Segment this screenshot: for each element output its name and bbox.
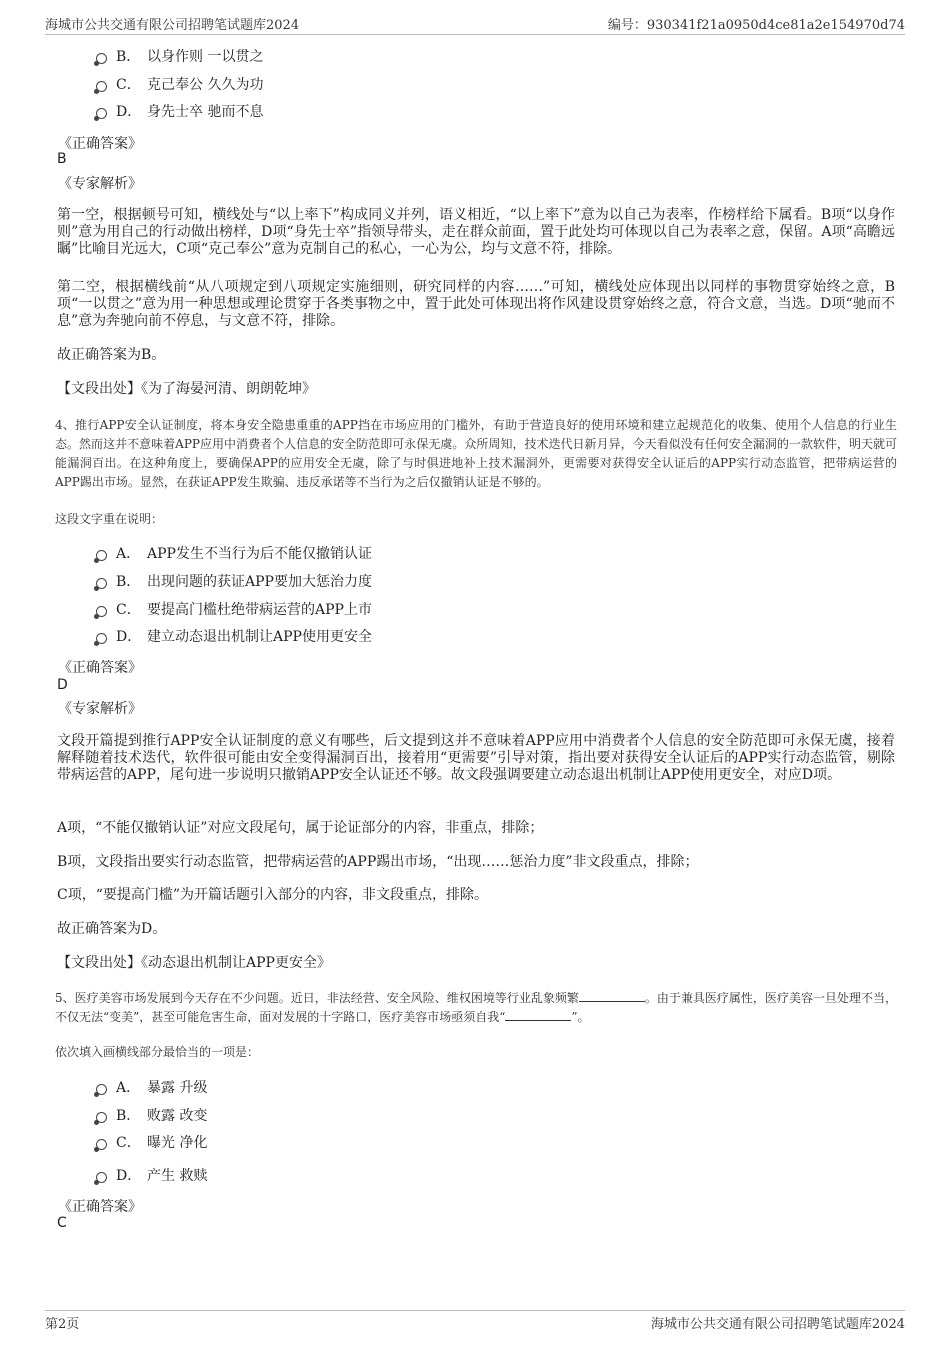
radio-icon[interactable] <box>96 550 107 561</box>
radio-icon[interactable] <box>96 108 107 119</box>
radio-icon[interactable] <box>96 53 107 64</box>
footer-divider <box>45 1310 905 1311</box>
q3-conclusion: 故正确答案为B。 <box>57 347 166 363</box>
q3-option-c[interactable] <box>96 75 263 95</box>
radio-icon[interactable] <box>96 1084 107 1095</box>
option-letter: B． <box>116 1108 141 1124</box>
header-title: 海城市公共交通有限公司招聘笔试题库2024 <box>45 18 300 33</box>
option-text: 要提高门槛杜绝带病运营的APP上市 <box>147 602 372 618</box>
q5-text-part: 5、医疗美容市场发展到今天存在不少问题。近日，非法经营、安全风险、维权困境等行业乱象频繁 <box>55 991 579 1005</box>
q3-option-b[interactable] <box>96 47 263 67</box>
option-letter: A． <box>116 546 141 562</box>
q5-option-b[interactable] <box>96 1106 207 1126</box>
option-text: 身先士卒 驰而不息 <box>147 104 264 120</box>
option-letter: C． <box>116 1135 141 1151</box>
header-divider <box>45 34 905 35</box>
radio-icon[interactable] <box>96 81 107 92</box>
q5-prompt: 依次填入画横线部分最恰当的一项是： <box>55 1045 260 1059</box>
option-text: 以身作则 一以贯之 <box>147 49 264 65</box>
option-letter: B． <box>116 574 141 590</box>
option-text: 出现问题的获证APP要加大惩治力度 <box>147 574 372 590</box>
q4-option-b[interactable] <box>96 572 372 592</box>
q5-question-text <box>55 989 897 1027</box>
q5-text-part: ”。 <box>571 1010 590 1024</box>
q3-source: 【文段出处】《为了海晏河清、朗朗乾坤》 <box>57 381 316 397</box>
q3-analysis-paragraph: 第一空，根据顿号可知，横线处与“以上率下”构成同义并列，语义相近，“以上率下”意为以自己为表率，作榜样给下属看。B项“以身作则”意为用自己的行动做出榜样，D项“身先士卒”指领导带头，走在群众前面，置于此处均可体现以自己为表率之意，保留。A项“高瞻远瞩”比喻目光远大，C项“克己奉公”意为克制自己的私心，一心为公，均与文意不符，排除。 <box>57 207 895 257</box>
option-letter: D． <box>116 629 142 645</box>
option-letter: B． <box>116 49 141 65</box>
q4-analysis-item-b: B项，文段指出要实行动态监管，把带病运营的APP踢出市场，“出现……惩治力度”非文段重点，排除； <box>57 854 699 870</box>
q4-conclusion: 故正确答案为D。 <box>57 921 167 937</box>
q3-answer-label: 《正确答案》 <box>58 136 142 152</box>
q4-option-d[interactable] <box>96 627 372 647</box>
q4-source: 【文段出处】《动态退出机制让APP更安全》 <box>57 955 331 971</box>
q5-option-a[interactable] <box>96 1078 207 1098</box>
q5-text-part: 。由于兼具医疗属性，医疗美容一旦处理不当，不仅无法“变美”，甚至可能危害生命，面对发展的十字路口，医疗美容市场亟须自我“ <box>55 991 897 1024</box>
radio-icon[interactable] <box>96 578 107 589</box>
option-text: 克己奉公 久久为功 <box>147 77 264 93</box>
option-text: APP发生不当行为后不能仅撤销认证 <box>147 546 372 562</box>
option-letter: C． <box>116 77 141 93</box>
page-number: 第2页 <box>45 1317 80 1332</box>
q4-analysis-label: 《专家解析》 <box>58 701 142 717</box>
q3-analysis-label: 《专家解析》 <box>58 176 142 192</box>
option-text: 建立动态退出机制让APP使用更安全 <box>147 629 372 645</box>
q5-answer-label: 《正确答案》 <box>58 1199 142 1215</box>
q3-option-d[interactable] <box>96 102 263 122</box>
radio-icon[interactable] <box>96 1139 107 1150</box>
q4-analysis-item-c: C项，“要提高门槛”为开篇话题引入部分的内容，非文段重点，排除。 <box>57 887 489 903</box>
q4-answer-label: 《正确答案》 <box>58 660 142 676</box>
option-text: 暴露 升级 <box>147 1080 208 1096</box>
option-letter: C． <box>116 602 141 618</box>
option-text: 产生 救赎 <box>147 1168 208 1184</box>
q5-option-c[interactable] <box>96 1133 207 1153</box>
header-serial-number: 编号：930341f21a0950d4ce81a2e154970d74 <box>607 18 905 33</box>
radio-icon[interactable] <box>96 1112 107 1123</box>
option-letter: A． <box>116 1080 141 1096</box>
q4-answer: D <box>57 677 68 693</box>
radio-icon[interactable] <box>96 1172 107 1183</box>
radio-icon[interactable] <box>96 633 107 644</box>
fill-blank <box>579 991 645 1002</box>
q4-analysis-item-a: A项，“不能仅撤销认证”对应文段尾句，属于论证部分的内容，非重点，排除； <box>57 820 544 836</box>
q4-analysis-paragraph: 文段开篇提到推行APP安全认证制度的意义有哪些，后文提到这并不意味着APP应用中消费者个人信息的安全防范即可永保无虞，接着解释随着技术迭代，软件很可能由安全变得漏洞百出，接着用“更需要”引导对策，指出要对获得安全认证后的APP实行动态监管，剔除带病运营的APP，尾句进一步说明只撤销APP安全认证还不够。故文段强调要建立动态退出机制让APP使用更安全，对应D项。 <box>57 733 895 783</box>
radio-icon[interactable] <box>96 606 107 617</box>
q4-prompt: 这段文字重在说明： <box>55 512 164 526</box>
q3-answer: B <box>57 151 67 167</box>
option-letter: D． <box>116 1168 142 1184</box>
q4-option-a[interactable] <box>96 544 372 564</box>
option-letter: D． <box>116 104 142 120</box>
q5-answer: C <box>57 1215 67 1231</box>
q5-option-d[interactable] <box>96 1166 207 1186</box>
q4-question-text: 4、推行APP安全认证制度，将本身安全隐患重重的APP挡在市场应用的门槛外，有助于营造良好的使用环境和建立起规范化的收集、使用个人信息的行业生态。然而这并不意味着APP应用中消费者个人信息的安全防范即可永保无虞。众所周知，技术迭代日新月异，今天看似没有任何安全漏洞的一款软件，明天就可能漏洞百出。在这种角度上，要确保APP的应用安全无虞，除了与时俱进地补上技术漏洞外，更需要对获得安全认证后的APP实行动态监管，把带病运营的APP踢出市场。显然，在获证APP发生欺骗、违反承诺等不当行为之后仅撤销认证是不够的。 <box>55 418 897 489</box>
page-header <box>45 14 905 34</box>
q4-option-c[interactable] <box>96 600 372 620</box>
fill-blank <box>505 1010 571 1021</box>
q3-analysis-paragraph: 第二空，根据横线前“从八项规定到八项规定实施细则，研究同样的内容……”可知，横线处应体现出以同样的事物贯穿始终之意，B项“一以贯之”意为用一种思想或理论贯穿于各类事物之中，置于此处可体现出将作风建设贯穿始终之意，符合文意，当选。D项“驰而不息”意为奔驰向前不停息，与文意不符，排除。 <box>57 279 895 329</box>
option-text: 曝光 净化 <box>147 1135 208 1151</box>
footer-title: 海城市公共交通有限公司招聘笔试题库2024 <box>650 1317 905 1332</box>
option-text: 败露 改变 <box>147 1108 208 1124</box>
